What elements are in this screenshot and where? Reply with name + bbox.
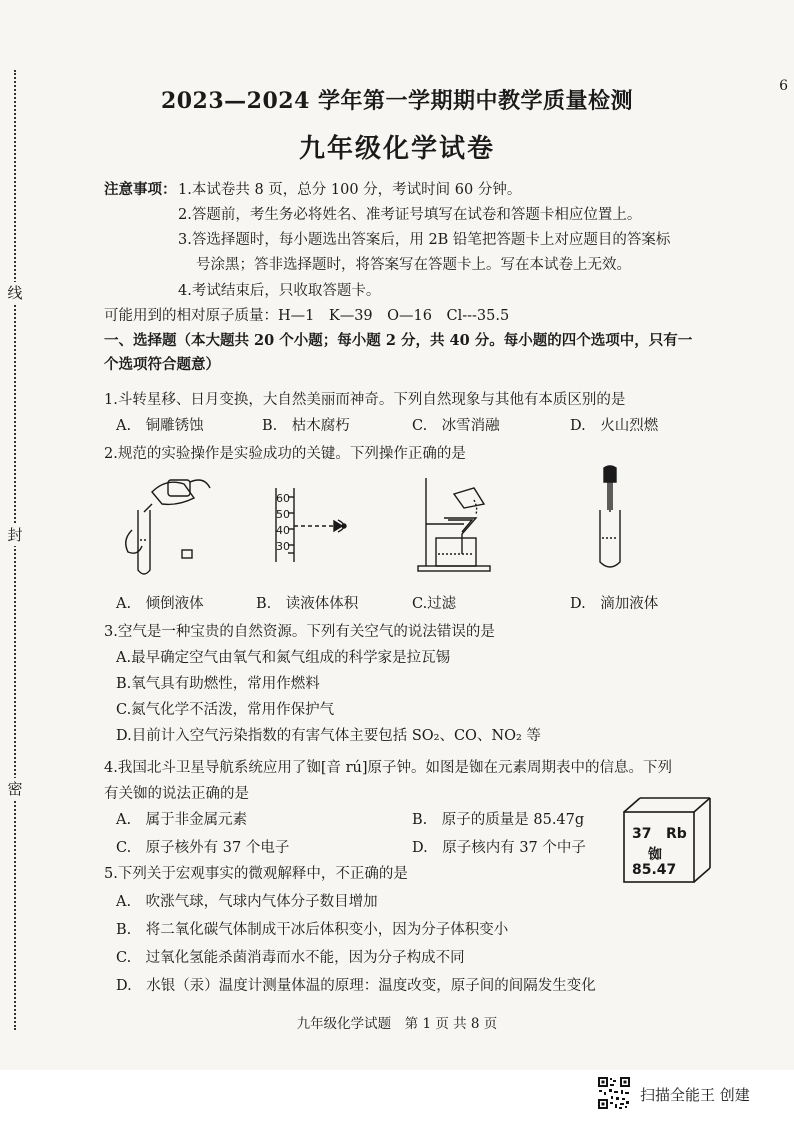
q2-option-c[interactable]: C.过滤 — [412, 596, 457, 612]
figure-filtration — [414, 474, 514, 574]
notice-item-1: 1.本试卷共 8 页，总分 100 分，考试时间 60 分钟。 — [178, 182, 522, 198]
q1-option-c[interactable]: C. 冰雪消融 — [412, 418, 500, 434]
notice-label: 注意事项： — [104, 181, 177, 198]
q4-option-d[interactable]: D. 原子核内有 37 个中子 — [412, 840, 586, 856]
binding-char-mi: 密 — [4, 778, 26, 800]
q4-option-c[interactable]: C. 原子核外有 37 个电子 — [116, 840, 290, 856]
notice-item-3: 3.答选择题时，每小题选出答案后，用 2B 铅笔把答题卡上对应题目的答案标 — [178, 232, 671, 248]
binding-dotted-line — [14, 70, 16, 1030]
figure-pouring-liquid — [118, 470, 218, 588]
cylinder-tick-50: 50 — [276, 508, 290, 521]
q3-option-b[interactable]: B.氧气具有助燃性，常用作燃料 — [116, 676, 320, 692]
exam-subtitle: 九年级化学试卷 — [298, 134, 495, 164]
cylinder-tick-60: 60 — [276, 492, 290, 505]
q1-option-a[interactable]: A. 铜雕锈蚀 — [116, 418, 204, 434]
notice-item-4: 4.考试结束后，只收取答题卡。 — [178, 283, 381, 299]
q1-stem: 1.斗转星移、日月变换，大自然美丽而神奇。下列自然现象与其他有本质区别的是 — [104, 392, 626, 408]
q3-option-d[interactable]: D.目前计入空气污染指数的有害气体主要包括 SO₂、CO、NO₂ 等 — [116, 728, 541, 744]
page-footer: 九年级化学试题 第 1 页 共 8 页 — [296, 1016, 498, 1032]
q3-stem: 3.空气是一种宝贵的自然资源。下列有关空气的说法错误的是 — [104, 624, 495, 640]
q5-stem: 5.下列关于宏观事实的微观解释中，不正确的是 — [104, 866, 408, 882]
q4-stem-cont: 有关铷的说法正确的是 — [104, 786, 249, 802]
corner-page-number: 6 — [779, 78, 788, 94]
qr-code-icon — [597, 1076, 631, 1110]
element-atomic-mass: 85.47 — [632, 862, 677, 878]
q4-stem: 4.我国北斗卫星导航系统应用了铷[音 rú]原子钟。如图是铷在元素周期表中的信息。下列 — [104, 760, 673, 776]
q2-option-d[interactable]: D. 滴加液体 — [570, 596, 659, 612]
element-tile-rubidium — [622, 796, 714, 884]
cylinder-tick-30: 30 — [276, 540, 290, 553]
binding-char-xian: 线 — [4, 282, 26, 304]
q5-option-d[interactable]: D. 水银（汞）温度计测量体温的原理：温度改变，原子间的间隔发生变化 — [116, 978, 596, 994]
section1-heading: 一、选择题（本大题共 20 个小题；每小题 2 分，共 40 分。每小题的四个选项中，只有一 — [104, 332, 693, 349]
q2-stem: 2.规范的实验操作是实验成功的关键。下列操作正确的是 — [104, 446, 466, 462]
q5-option-a[interactable]: A. 吹涨气球，气球内气体分子数目增加 — [116, 894, 378, 910]
exam-title: 2023—2024 学年第一学期期中教学质量检测 — [160, 88, 634, 114]
cylinder-tick-40: 40 — [276, 524, 290, 537]
q5-option-b[interactable]: B. 将二氧化碳气体制成干冰后体积变小，因为分子体积变小 — [116, 922, 509, 938]
notice-item-3-cont: 号涂黑；答非选择题时，将答案写在答题卡上。写在本试卷上无效。 — [196, 257, 631, 273]
q1-option-b[interactable]: B. 枯木腐朽 — [262, 418, 350, 434]
q3-option-c[interactable]: C.氮气化学不活泼，常用作保护气 — [116, 702, 335, 718]
figure-dropper — [590, 466, 630, 572]
q5-option-c[interactable]: C. 过氧化氢能杀菌消毒而水不能，因为分子构成不同 — [116, 950, 465, 966]
q4-option-b[interactable]: B. 原子的质量是 85.47g — [412, 812, 585, 828]
q1-option-d[interactable]: D. 火山烈燃 — [570, 418, 659, 434]
q4-option-a[interactable]: A. 属于非金属元素 — [116, 812, 248, 828]
binding-char-feng: 封 — [4, 524, 26, 546]
element-name: 铷 — [648, 847, 662, 863]
element-atomic-number: 37 — [632, 826, 652, 842]
q2-option-a[interactable]: A. 倾倒液体 — [116, 596, 204, 612]
section1-heading-cont: 个选项符合题意） — [104, 356, 220, 373]
q3-option-a[interactable]: A.最早确定空气由氧气和氮气组成的科学家是拉瓦锡 — [116, 650, 451, 666]
atomic-masses: 可能用到的相对原子质量：H—1 K—39 O—16 Cl---35.5 — [104, 308, 510, 324]
notice-item-2: 2.答题前，考生务必将姓名、准考证号填写在试卷和答题卡相应位置上。 — [178, 207, 642, 223]
element-symbol: Rb — [666, 826, 687, 842]
scanner-watermark: 扫描全能王 创建 — [640, 1086, 750, 1104]
q2-option-b[interactable]: B. 读液体体积 — [256, 596, 359, 612]
